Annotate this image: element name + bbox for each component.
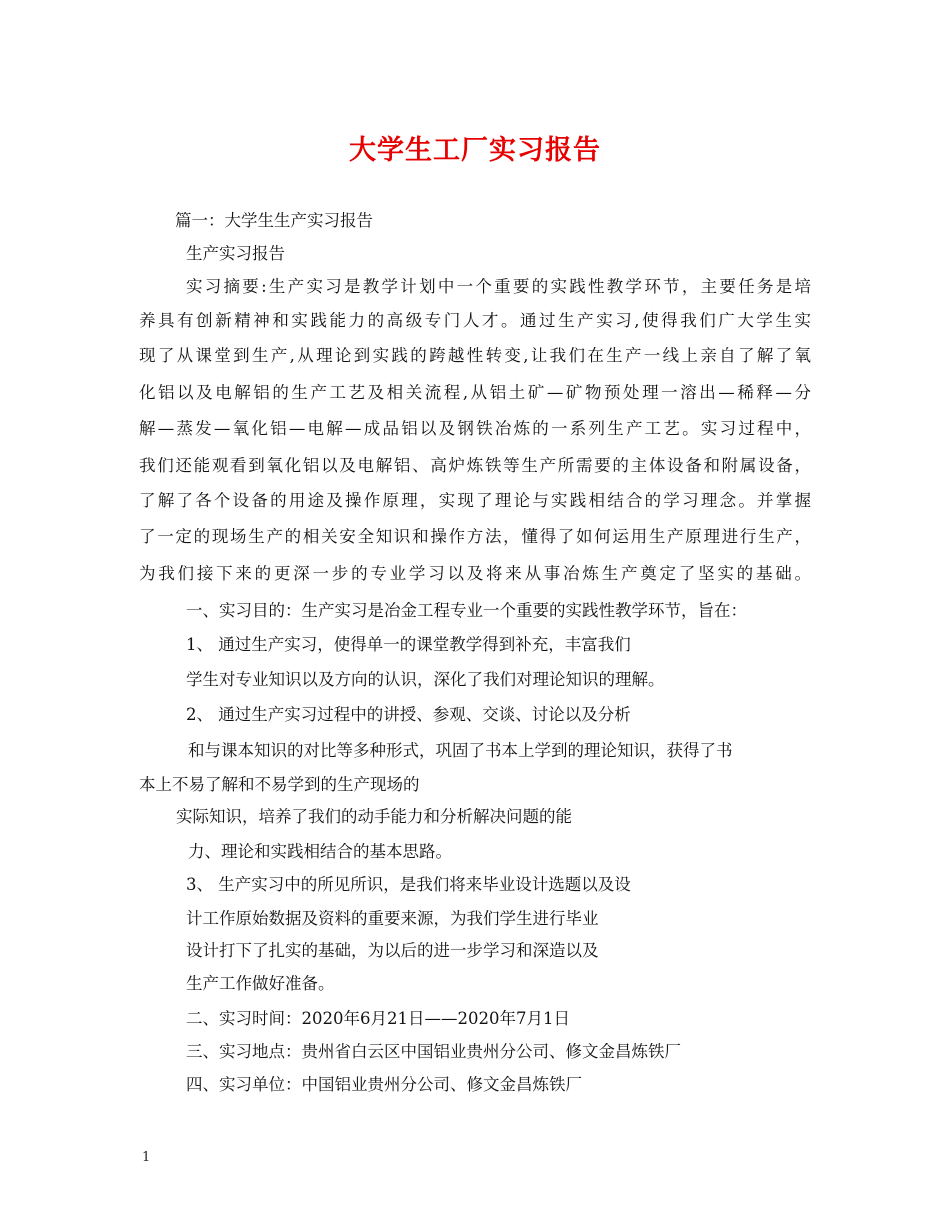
section-heading-purpose: 一、实习目的：生产实习是冶金工程专业一个重要的实践性教学环节，旨在： [186, 601, 747, 620]
paragraph-line: 为我们接下来的更深一步的专业学习以及将来从事冶炼生产奠定了坚实的基础。 [139, 564, 814, 583]
list-item-3: 3、 生产实习中的所见所识，是我们将来毕业设计选题以及设 [186, 875, 631, 894]
list-item-3-continued: 生产工作做好准备。 [186, 974, 335, 993]
paragraph-line: 现了从课堂到生产,从理论到实践的跨越性转变,让我们在生产一线上亲自了解了氧 [139, 346, 814, 365]
list-item-1: 1、 通过生产实习，使得单一的课堂教学得到补充，丰富我们 [186, 635, 631, 654]
paragraph-line: 解—蒸发—氧化铝—电解—成品铝以及钢铁冶炼的一系列生产工艺。实习过程中， [139, 419, 814, 438]
paragraph-line: 养具有创新精神和实践能力的高级专门人才。通过生产实习,使得我们广大学生实 [139, 311, 814, 330]
page-number: 1 [142, 1150, 151, 1165]
page-title: 大学生工厂实习报告 [349, 135, 601, 166]
list-item-2: 2、 通过生产实习过程中的讲授、参观、交谈、讨论以及分析 [186, 705, 631, 724]
list-item-3-continued: 计工作原始数据及资料的重要来源，为我们学生进行毕业 [186, 909, 599, 928]
section-heading-location: 三、实习地点：贵州省白云区中国铝业贵州分公司、修文金昌炼铁厂 [186, 1042, 681, 1061]
paragraph-line: 实习摘要:生产实习是教学计划中一个重要的实践性教学环节，主要任务是培 [186, 277, 814, 296]
list-item-2-continued: 力、理论和实践相结合的基本思路。 [188, 842, 452, 861]
list-item-2-continued: 和与课本知识的对比等多种形式，巩固了书本上学到的理论知识，获得了书 [188, 741, 733, 760]
section-heading: 篇一：大学生生产实习报告 [175, 211, 373, 230]
paragraph-line: 了一定的现场生产的相关安全知识和操作方法，懂得了如何运用生产原理进行生产， [139, 527, 813, 546]
paragraph-line: 了解了各个设备的用途及操作原理，实现了理论与实践相结合的学习理念。并掌握 [139, 491, 814, 510]
paragraph-line: 化铝以及电解铝的生产工艺及相关流程,从铝土矿—矿物预处理一溶出—稀释—分 [139, 383, 814, 402]
paragraph-line: 我们还能观看到氧化铝以及电解铝、高炉炼铁等生产所需要的主体设备和附属设备， [139, 456, 813, 475]
list-item-2-continued: 实际知识，培养了我们的动手能力和分析解决问题的能 [176, 807, 572, 826]
list-item-1-continued: 学生对专业知识以及方向的认识，深化了我们对理论知识的理解。 [186, 670, 665, 689]
list-item-3-continued: 设计打下了扎实的基础，为以后的进一步学习和深造以及 [186, 941, 599, 960]
section-heading-time: 二、实习时间：2020年6月21日——2020年7月1日 [186, 1009, 570, 1028]
list-item-2-continued: 本上不易了解和不易学到的生产现场的 [139, 775, 420, 794]
section-heading-unit: 四、实习单位：中国铝业贵州分公司、修文金昌炼铁厂 [186, 1075, 582, 1094]
sub-heading: 生产实习报告 [186, 244, 285, 263]
